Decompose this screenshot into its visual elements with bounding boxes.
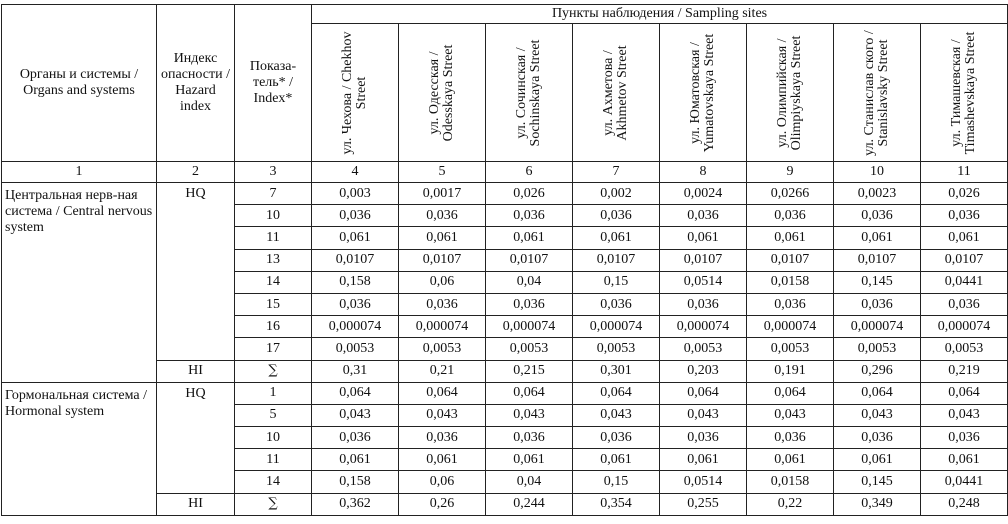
value-cell: 0,036 [921, 427, 1008, 449]
column-number: 8 [660, 162, 747, 183]
value-cell: 0,036 [486, 293, 573, 315]
index-number: 10 [235, 427, 312, 449]
value-cell: 0,036 [399, 427, 486, 449]
value-cell: 0,043 [312, 404, 399, 426]
value-cell: 0,061 [747, 449, 834, 471]
header-site [312, 24, 399, 162]
column-number: 6 [486, 162, 573, 183]
value-cell: 0,036 [747, 205, 834, 227]
column-number: 11 [921, 162, 1008, 183]
value-cell: 0,036 [660, 427, 747, 449]
value-cell: 0,036 [747, 427, 834, 449]
header-site-label: ул. Ахметова / Akhmetov Street [601, 44, 630, 141]
header-site-label: ул. Станислав ского / Stanislavsky Street [862, 29, 891, 156]
value-cell: 0,158 [312, 471, 399, 493]
value-cell: 0,036 [747, 293, 834, 315]
sum-value-cell: 0,191 [747, 360, 834, 382]
header-site [834, 24, 921, 162]
sum-value-cell: 0,219 [921, 360, 1008, 382]
value-cell: 0,036 [834, 205, 921, 227]
value-cell: 0,036 [921, 293, 1008, 315]
header-site [921, 24, 1008, 162]
header-site [573, 24, 660, 162]
value-cell: 0,0441 [921, 471, 1008, 493]
value-cell: 0,036 [573, 205, 660, 227]
header-site [486, 24, 573, 162]
index-number: 14 [235, 271, 312, 293]
hazard-quotient-label: HQ [157, 183, 235, 361]
index-number: 16 [235, 316, 312, 338]
sum-value-cell: 0,31 [312, 360, 399, 382]
value-cell: 0,0053 [312, 338, 399, 360]
value-cell: 0,061 [486, 227, 573, 249]
value-cell: 0,061 [573, 449, 660, 471]
value-cell: 0,043 [573, 404, 660, 426]
value-cell: 0,000074 [312, 316, 399, 338]
header-index: Показа-тель* / Index* [235, 5, 312, 162]
value-cell: 0,0053 [660, 338, 747, 360]
value-cell: 0,061 [834, 227, 921, 249]
hazard-quotient-label: HQ [157, 382, 235, 493]
value-cell: 0,036 [573, 427, 660, 449]
hazard-index-label: HI [157, 360, 235, 382]
value-cell: 0,158 [312, 271, 399, 293]
header-site-label: ул. Юматовская / Yumatovskaya Street [688, 33, 717, 152]
hazard-index-label: HI [157, 493, 235, 515]
value-cell: 0,064 [486, 382, 573, 404]
value-cell: 0,000074 [486, 316, 573, 338]
value-cell: 0,0107 [312, 249, 399, 271]
sum-value-cell: 0,21 [399, 360, 486, 382]
value-cell: 0,061 [312, 227, 399, 249]
value-cell: 0,061 [660, 449, 747, 471]
value-cell: 0,000074 [747, 316, 834, 338]
value-cell: 0,061 [660, 227, 747, 249]
header-site [399, 24, 486, 162]
sum-value-cell: 0,255 [660, 493, 747, 515]
value-cell: 0,061 [834, 449, 921, 471]
value-cell: 0,036 [486, 427, 573, 449]
sum-value-cell: 0,22 [747, 493, 834, 515]
value-cell: 0,043 [486, 404, 573, 426]
value-cell: 0,036 [921, 205, 1008, 227]
value-cell: 0,043 [747, 404, 834, 426]
header-site-label: ул. Тимашевская / Timashevskaya Street [949, 31, 979, 154]
value-cell: 0,043 [399, 404, 486, 426]
index-number: 14 [235, 471, 312, 493]
value-cell: 0,061 [921, 449, 1008, 471]
value-cell: 0,002 [573, 183, 660, 205]
value-cell: 0,0053 [399, 338, 486, 360]
organ-system-label: Центральная нерв-ная система / Central nervous system [2, 183, 157, 383]
value-cell: 0,145 [834, 271, 921, 293]
sum-value-cell: 0,354 [573, 493, 660, 515]
value-cell: 0,000074 [834, 316, 921, 338]
index-number: 11 [235, 449, 312, 471]
value-cell: 0,043 [921, 404, 1008, 426]
value-cell: 0,0107 [660, 249, 747, 271]
value-cell: 0,036 [312, 293, 399, 315]
header-organs: Органы и системы / Organs and systems [2, 5, 157, 162]
sum-value-cell: 0,248 [921, 493, 1008, 515]
value-cell: 0,064 [921, 382, 1008, 404]
column-number: 4 [312, 162, 399, 183]
index-number: 5 [235, 404, 312, 426]
value-cell: 0,061 [312, 449, 399, 471]
value-cell: 0,061 [747, 227, 834, 249]
value-cell: 0,064 [660, 382, 747, 404]
value-cell: 0,0514 [660, 271, 747, 293]
sum-value-cell: 0,349 [834, 493, 921, 515]
value-cell: 0,000074 [399, 316, 486, 338]
value-cell: 0,036 [399, 293, 486, 315]
header-site [660, 24, 747, 162]
value-cell: 0,064 [573, 382, 660, 404]
value-cell: 0,000074 [660, 316, 747, 338]
sum-value-cell: 0,203 [660, 360, 747, 382]
value-cell: 0,145 [834, 471, 921, 493]
column-number: 1 [2, 162, 157, 183]
value-cell: 0,061 [921, 227, 1008, 249]
sum-symbol: ∑ [235, 493, 312, 515]
value-cell: 0,0107 [921, 249, 1008, 271]
index-number: 1 [235, 382, 312, 404]
value-cell: 0,0053 [486, 338, 573, 360]
index-number: 13 [235, 249, 312, 271]
value-cell: 0,043 [834, 404, 921, 426]
index-number: 15 [235, 293, 312, 315]
value-cell: 0,061 [486, 449, 573, 471]
table-row [2, 382, 1008, 404]
sum-value-cell: 0,244 [486, 493, 573, 515]
header-site-label: ул. Олимпийская / Olimpiyskaya Street [775, 35, 804, 150]
value-cell: 0,15 [573, 271, 660, 293]
value-cell: 0,0158 [747, 271, 834, 293]
hazard-index-table [1, 4, 1008, 516]
sum-value-cell: 0,362 [312, 493, 399, 515]
value-cell: 0,15 [573, 471, 660, 493]
header-sampling-sites: Пункты наблюдения / Sampling sites [312, 5, 1008, 24]
value-cell: 0,000074 [573, 316, 660, 338]
value-cell: 0,0017 [399, 183, 486, 205]
value-cell: 0,0266 [747, 183, 834, 205]
value-cell: 0,036 [660, 293, 747, 315]
value-cell: 0,036 [486, 205, 573, 227]
column-number: 5 [399, 162, 486, 183]
organ-system-label: Гормональная система / Hormonal system [2, 382, 157, 515]
value-cell: 0,0107 [573, 249, 660, 271]
index-number: 7 [235, 183, 312, 205]
value-cell: 0,064 [747, 382, 834, 404]
header-site-label: ул. Одесская / Odesskaya Street [427, 44, 456, 141]
sum-value-cell: 0,26 [399, 493, 486, 515]
value-cell: 0,0053 [747, 338, 834, 360]
index-number: 17 [235, 338, 312, 360]
value-cell: 0,0053 [573, 338, 660, 360]
column-number: 7 [573, 162, 660, 183]
value-cell: 0,036 [573, 293, 660, 315]
value-cell: 0,036 [399, 205, 486, 227]
column-number: 2 [157, 162, 235, 183]
column-number: 9 [747, 162, 834, 183]
value-cell: 0,06 [399, 471, 486, 493]
value-cell: 0,04 [486, 271, 573, 293]
header-site-label: ул. Сочинская / Sochinskaya Street [514, 39, 543, 146]
value-cell: 0,06 [399, 271, 486, 293]
value-cell: 0,0107 [399, 249, 486, 271]
table-row [2, 183, 1008, 205]
sum-value-cell: 0,215 [486, 360, 573, 382]
value-cell: 0,036 [312, 205, 399, 227]
value-cell: 0,0107 [834, 249, 921, 271]
value-cell: 0,061 [573, 227, 660, 249]
column-number: 3 [235, 162, 312, 183]
value-cell: 0,003 [312, 183, 399, 205]
value-cell: 0,04 [486, 471, 573, 493]
value-cell: 0,064 [834, 382, 921, 404]
value-cell: 0,036 [660, 205, 747, 227]
value-cell: 0,061 [399, 227, 486, 249]
value-cell: 0,026 [486, 183, 573, 205]
value-cell: 0,0053 [834, 338, 921, 360]
value-cell: 0,061 [399, 449, 486, 471]
value-cell: 0,064 [312, 382, 399, 404]
header-hazard-index: Индекс опасности / Hazard index [157, 5, 235, 162]
value-cell: 0,0023 [834, 183, 921, 205]
sum-value-cell: 0,301 [573, 360, 660, 382]
value-cell: 0,064 [399, 382, 486, 404]
value-cell: 0,0053 [921, 338, 1008, 360]
value-cell: 0,0107 [486, 249, 573, 271]
value-cell: 0,036 [834, 427, 921, 449]
sum-symbol: ∑ [235, 360, 312, 382]
value-cell: 0,000074 [921, 316, 1008, 338]
value-cell: 0,0107 [747, 249, 834, 271]
column-number: 10 [834, 162, 921, 183]
value-cell: 0,043 [660, 404, 747, 426]
value-cell: 0,036 [834, 293, 921, 315]
value-cell: 0,0514 [660, 471, 747, 493]
value-cell: 0,0158 [747, 471, 834, 493]
value-cell: 0,0024 [660, 183, 747, 205]
index-number: 10 [235, 205, 312, 227]
value-cell: 0,026 [921, 183, 1008, 205]
header-site-label: ул. Чехова / Chekhov Street [340, 30, 369, 155]
value-cell: 0,036 [312, 427, 399, 449]
index-number: 11 [235, 227, 312, 249]
sum-value-cell: 0,296 [834, 360, 921, 382]
header-site [747, 24, 834, 162]
value-cell: 0,0441 [921, 271, 1008, 293]
